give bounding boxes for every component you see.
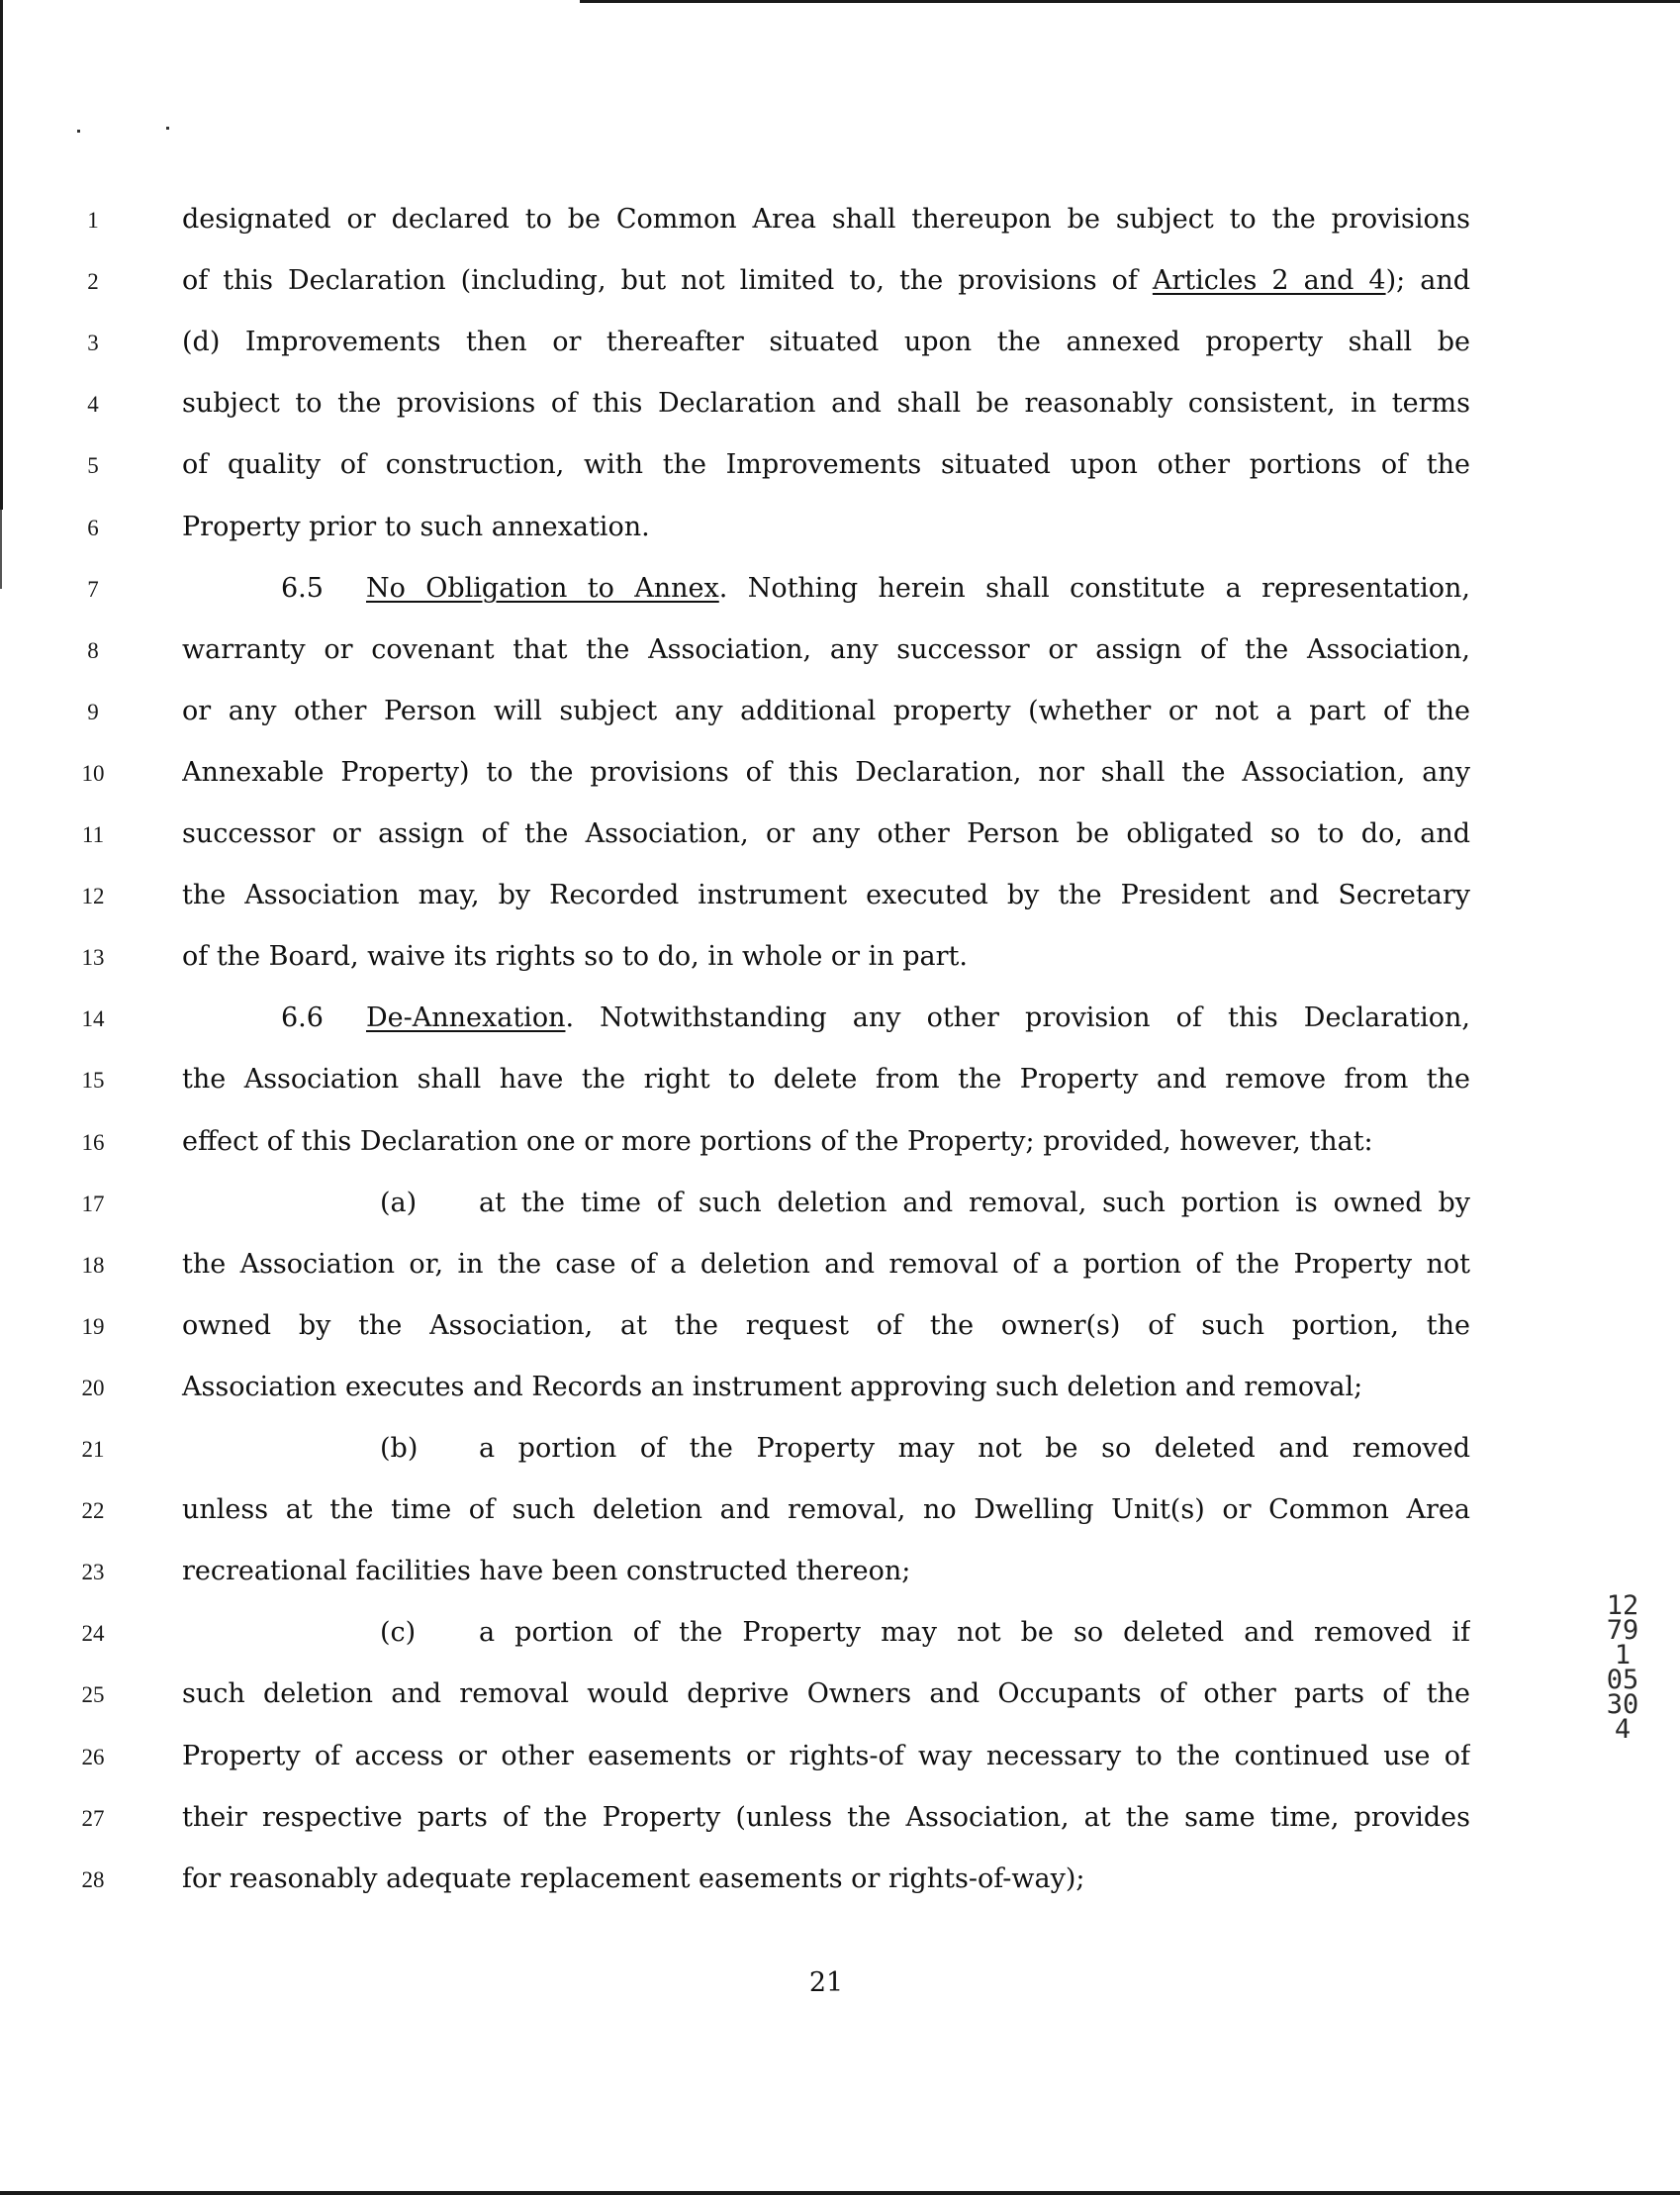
line-number: 15 [81,1068,105,1093]
text-run: of this Declaration (including, but not limited to, the provisions of [182,265,1153,296]
text-line [182,511,1470,544]
text-run: or any other Person will subject any additional property (whether or not a part of the [182,696,1470,726]
text-run: the Association or, in the case of a deletion and removal of a portion of the Property not [182,1249,1470,1280]
scan-border-bottom [0,2191,1680,2195]
text-run: such deletion and removal would deprive Owners and Occupants of other parts of the [182,1678,1470,1709]
line-number: 28 [81,1867,105,1892]
text-run: a portion of the Property may not be so deleted and removed if [479,1617,1470,1648]
text-line [182,1862,1470,1896]
subsection-label: (a) [380,1188,418,1218]
text-line [182,695,1470,728]
text-line [182,326,1470,359]
line-number: 16 [81,1130,105,1155]
subsection-label: (b) [380,1433,419,1464]
text-run: ); and [1385,265,1470,296]
line-number: 3 [87,331,99,355]
line-number: 8 [87,638,99,663]
text-run: successor or assign of the Association, or any other Person be obligated so to do, and [182,818,1470,849]
text-run: Property of access or other easements or rights-of way necessary to the continued use of [182,1741,1470,1771]
text-run: Property prior to such annexation. [182,512,650,542]
line-number: 11 [81,822,105,847]
text-line [182,879,1470,912]
text-run: a portion of the Property may not be so deleted and removed [479,1433,1470,1464]
line-number: 20 [81,1376,105,1400]
text-line [182,1493,1470,1527]
text-run: effect of this Declaration one or more portions of the Property; provided, however, that: [182,1126,1373,1157]
line-number: 22 [81,1498,105,1523]
line-number: 13 [81,945,105,970]
underlined-heading: De-Annexation [366,1002,566,1033]
scan-border-left [0,0,3,510]
line-number: 5 [87,453,99,478]
text-run: designated or declared to be Common Area shall thereupon be subject to the provisions [182,204,1470,235]
line-number: 7 [87,577,99,602]
text-run: of the Board, waive its rights so to do, in whole or in part. [182,941,968,972]
recording-stamp: 12791 05304 [1606,1590,1639,1745]
text-line [182,1801,1470,1835]
scan-speck [166,127,169,130]
text-line [182,1125,1470,1159]
line-number: 9 [87,700,99,724]
text-line [182,1248,1470,1282]
text-line [182,1002,1470,1035]
text-line [182,203,1470,237]
line-number: 25 [81,1682,105,1707]
text-line [182,387,1470,421]
line-number: 26 [81,1745,105,1769]
text-line [182,1616,1470,1650]
line-number: 4 [87,392,99,417]
text-run: . Nothing herein shall constitute a representation, [718,573,1470,604]
scan-border-left-lower [0,510,2,589]
line-number: 17 [81,1192,105,1216]
line-number: 24 [81,1621,105,1646]
line-number: 12 [81,884,105,908]
text-line [182,1187,1470,1220]
line-number: 1 [87,208,99,233]
text-line [182,633,1470,667]
text-line [182,817,1470,851]
text-run: owned by the Association, at the request of the owner(s) of such portion, the [182,1310,1470,1341]
line-number: 19 [81,1314,105,1339]
text-line [182,756,1470,790]
underlined-heading: Articles 2 and 4 [1152,265,1386,296]
line-number: 10 [81,761,105,786]
text-run: subject to the provisions of this Declaration and shall be reasonably consistent, in terms [182,388,1470,419]
text-run: for reasonably adequate replacement easements or rights-of-way); [182,1863,1085,1894]
line-number: 14 [81,1006,105,1031]
subsection-label: (c) [380,1617,417,1648]
line-number: 2 [87,269,99,294]
text-line [182,1555,1470,1588]
text-run: unless at the time of such deletion and removal, no Dwelling Unit(s) or Common Area [182,1494,1470,1525]
text-line [182,1371,1470,1404]
text-run: recreational facilities have been constructed thereon; [182,1556,911,1586]
line-number: 18 [81,1253,105,1278]
line-number: 27 [81,1806,105,1831]
section-number: 6.6 [281,1002,324,1033]
text-run: Annexable Property) to the provisions of this Declaration, nor shall the Association, any [182,757,1470,788]
text-line [182,1309,1470,1343]
text-line [182,1677,1470,1711]
text-line [182,1063,1470,1097]
text-run: . Notwithstanding any other provision of this Declaration, [565,1002,1470,1033]
text-run: their respective parts of the Property (unless the Association, at the same time, provides [182,1802,1470,1833]
scan-border-top [580,0,1680,3]
text-run: warranty or covenant that the Association, any successor or assign of the Association, [182,634,1470,665]
underlined-heading: No Obligation to Annex [366,573,719,604]
text-run: of quality of construction, with the Improvements situated upon other portions of the [182,449,1470,480]
line-number: 23 [81,1560,105,1584]
text-run: Association executes and Records an instrument approving such deletion and removal; [182,1372,1363,1402]
text-run: the Association may, by Recorded instrument executed by the President and Secretary [182,880,1470,910]
section-number: 6.5 [281,573,324,604]
scan-speck [77,130,80,133]
text-line [182,1740,1470,1773]
text-line [182,264,1470,298]
page-number: 21 [808,1967,844,1998]
line-number: 21 [81,1437,105,1462]
text-line [182,1432,1470,1466]
text-run: the Association shall have the right to delete from the Property and remove from the [182,1064,1470,1095]
text-run: (d) Improvements then or thereafter situated upon the annexed property shall be [182,327,1470,357]
text-line [182,940,1470,974]
text-line [182,572,1470,606]
text-line [182,448,1470,482]
line-number: 6 [87,516,99,540]
text-run: at the time of such deletion and removal, such portion is owned by [479,1188,1470,1218]
